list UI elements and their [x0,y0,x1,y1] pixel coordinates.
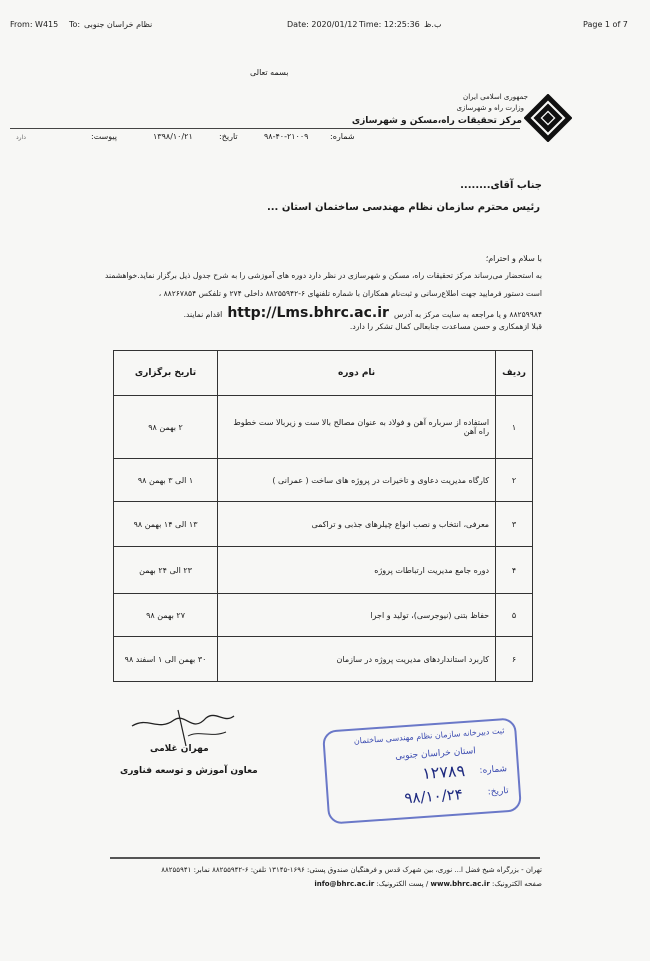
stamp-date-value: ۹۸/۱۰/۲۴ [403,785,464,808]
stamp-line-1: ثبت دبیرخانه سازمان نظام مهندسی ساختمان [353,726,505,746]
country-name: جمهوری اسلامی ایران [463,93,528,101]
table-row [114,547,533,594]
bhrc-logo [524,94,572,142]
fax-to: To: [69,20,81,29]
row-number: ۵ [496,594,533,637]
stamp-number-label: شماره: [479,764,508,776]
row-number: ۳ [496,502,533,547]
course-title: دوره جامع مدیریت ارتباطات پروژه [218,547,496,594]
number-label: شماره: [330,132,355,141]
fax-time: Time: 12:25:36 [359,20,420,29]
footer-address: تهران - بزرگراه شیخ فضل ا... نوری، بین شهرک قدس و فرهنگیان صندوق پستی: ۱۶۹۶-۱۳۱۴۵ تلفن: ۶-۸۸۲۵۵۹۴۲ نمابر: ۸۸۲۵۵۹۴۱ [161,866,542,874]
stamp-line-2: استان خراسان جنوبی [394,746,477,762]
ministry-name: وزارت راه و شهرسازی [456,104,524,112]
course-date: ۱ الی ۳ بهمن ۹۸ [114,459,218,502]
number-value: ۹۸-۴۰-۲۱۰۰۹ [264,132,309,141]
row-number: ۴ [496,547,533,594]
fax-tag: ب.ظ [424,20,442,29]
course-date: ۱۳ الی ۱۴ بهمن ۹۸ [114,502,218,547]
attach-value: دارد [16,134,26,141]
row-number: ۶ [496,637,533,682]
website-link[interactable]: http://Lms.bhrc.ac.ir [227,305,389,321]
course-date: ۳۰ بهمن الی ۱ اسفند ۹۸ [114,637,218,682]
date-value: ۱۳۹۸/۱۰/۲۱ [153,132,193,141]
body-line-2: است دستور فرمایید جهت اطلاع‌رسانی و ثبت‌نام همکاران با شماره تلفنهای ۶-۸۸۲۵۵۹۴۲ داخلی ۲۷۴ و تلفکس ۸۸۲۶۷۸۵۴ ، [158,289,542,298]
footer-rule [110,857,540,859]
fax-to-value: نظام خراسان جنوبی [84,20,153,29]
body-line-1: به استحضار می‌رساند مرکز تحقیقات راه، مسکن و شهرسازی در نظر دارد دوره های آموزشی را به شرح جدول ذیل برگزار نماید.خواهشمند [105,271,542,280]
footer-web-link[interactable]: www.bhrc.ac.ir [430,880,490,888]
course-title: استفاده از سرباره آهن و فولاد به عنوان مصالح بالا ست و زیربالا ست خطوط راه آهن [218,396,496,459]
recipient: رئیس محترم سازمان نظام مهندسی ساختمان استان ... [266,202,540,213]
registration-stamp [322,717,522,824]
table-row [114,396,533,459]
course-date: ۲۳ الی ۲۴ بهمن [114,547,218,594]
fax-date: Date: 2020/01/12 [287,20,358,29]
body-line-3-pre: ۸۸۲۵۹۹۸۴ و یا مراجعه به سایت مرکز به آدرس [394,310,542,319]
signer-title: معاون آموزش و توسعه فناوری [120,766,258,776]
fax-page: Page 1 of 7 [583,20,628,29]
bismillah: بسمه تعالی [250,68,289,77]
body-line-3-post: اقدام نمایند. [183,310,223,319]
header-rule [10,128,520,129]
attach-label: پیوست: [91,132,118,141]
footer-web-row [314,880,542,888]
table-row [114,459,533,502]
footer-web-label: صفحه الکترونیک: [492,880,542,888]
course-date: ۲۷ بهمن ۹۸ [114,594,218,637]
col-header-row: ردیف [496,351,533,396]
course-table [113,350,533,682]
table-row [114,594,533,637]
row-number: ۱ [496,396,533,459]
table-row [114,637,533,682]
stamp-date-label: تاریخ: [487,786,509,798]
greeting: با سلام و احترام؛ [485,254,542,263]
table-row [114,502,533,547]
signer-name: مهران غلامی [150,744,209,754]
org-name: مرکز تحقیقات راه،مسکن و شهرسازی [351,116,522,126]
date-label: تاریخ: [219,132,238,141]
body-line-3 [72,302,542,321]
course-title: معرفی، انتخاب و نصب انواع چیلرهای جذبی و تراکمی [218,502,496,547]
row-number: ۲ [496,459,533,502]
col-header-title: نام دوره [218,351,496,396]
table-header-row [114,351,533,396]
stamp-number-value: ۱۲۷۸۹ [421,761,466,783]
salutation: جناب آقای........ [460,180,542,191]
course-title: کارگاه مدیریت دعاوی و تاخیرات در پروژه های ساخت ( عمرانی ) [218,459,496,502]
body-line-4: قبلا ازهمکاری و حسن مساعدت جنابعالی کمال تشکر را دارد. [349,322,542,331]
col-header-date: تاریخ برگزاری [114,351,218,396]
course-date: ۲ بهمن ۹۸ [114,396,218,459]
footer-mail-link[interactable]: info@bhrc.ac.ir [314,880,375,888]
footer-mail-label: / پست الکترونیک: [376,880,429,888]
course-title: کاربرد استانداردهای مدیریت پروژه در سازمان [218,637,496,682]
course-title: حفاظ بتنی (نیوجرسی)، تولید و اجرا [218,594,496,637]
fax-from: From: W415 [10,20,59,29]
